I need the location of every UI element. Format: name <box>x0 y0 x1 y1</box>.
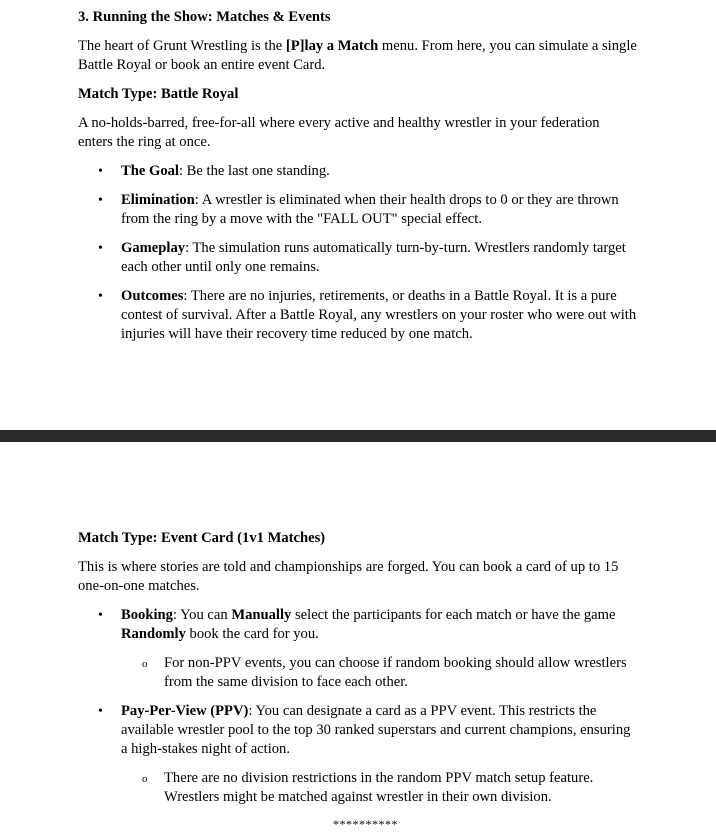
document-page-2 <box>0 442 716 831</box>
page-1-content <box>78 8 638 344</box>
list-item-booking: • Booking: You can Manually select the participants for each match or have the game Randomly book the card for you. <box>98 607 616 642</box>
section-heading: 3. Running the Show: Matches & Events <box>78 9 331 25</box>
bullet-icon: • <box>98 289 103 304</box>
sub-list-item-ppv-division: o There are no division restrictions in the random PPV match setup feature. Wrestlers might be matched against wrestler in their own division. <box>142 770 594 805</box>
circle-bullet-icon: o <box>142 773 148 785</box>
event-card-heading: Match Type: Event Card (1v1 Matches) <box>78 530 326 546</box>
list-item-outcomes: • Outcomes: There are no injuries, retirements, or deaths in a Battle Royal. It is a pure contest of survival. After a Battle Royal, any wrestlers on your roster who were out with injuries will have their recovery time reduced by one match. <box>98 288 637 342</box>
circle-bullet-icon: o <box>142 658 148 670</box>
bullet-icon: • <box>98 193 103 208</box>
list-item-gameplay: • Gameplay: The simulation runs automatically turn-by-turn. Wrestlers randomly target each other until only one remains. <box>98 240 626 275</box>
event-card-description: This is where stories are told and championships are forged. You can book a card of up to 15 one-on-one matches. <box>78 559 619 594</box>
list-item-elimination: • Elimination: A wrestler is eliminated when their health drops to 0 or they are thrown from the ring by a move with the "FALL OUT" special effect. <box>98 192 619 227</box>
intro-paragraph: The heart of Grunt Wrestling is the [P]lay a Match menu. From here, you can simulate a single Battle Royal or book an entire event Card. <box>78 38 637 73</box>
separator-stars: ********** <box>333 817 398 831</box>
page-2-content <box>78 529 638 807</box>
event-card-list <box>78 606 638 807</box>
bullet-icon: • <box>98 704 103 719</box>
bullet-icon: • <box>98 608 103 623</box>
page-separator-band <box>0 430 716 442</box>
battle-royal-description: A no-holds-barred, free-for-all where every active and healthy wrestler in your federation enters the ring at once. <box>78 115 600 150</box>
bullet-icon: • <box>98 241 103 256</box>
menu-name: [P]lay a Match <box>285 38 379 54</box>
sub-list-item-non-ppv: o For non-PPV events, you can choose if random booking should allow wrestlers from the same division to face each other. <box>142 655 627 690</box>
list-item-goal: • The Goal: Be the last one standing. <box>98 163 330 179</box>
list-item-ppv: • Pay-Per-View (PPV): You can designate a card as a PPV event. This restricts the available wrestler pool to the top 30 ranked superstars and current champions, ensuring a high-stakes night of action. <box>98 703 631 757</box>
battle-royal-heading: Match Type: Battle Royal <box>78 86 239 102</box>
battle-royal-list <box>78 162 638 344</box>
bullet-icon: • <box>98 164 103 179</box>
